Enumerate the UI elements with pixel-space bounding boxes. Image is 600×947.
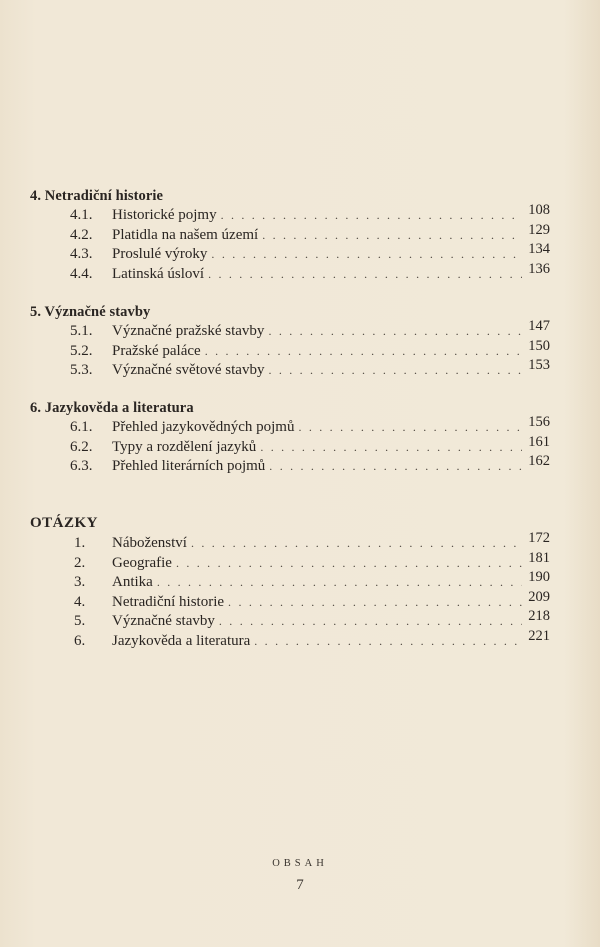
- entry-number: 4.3.: [70, 246, 93, 262]
- toc-section-5: [30, 302, 550, 381]
- toc-entry: [30, 433, 550, 458]
- entry-label: Latinská úsloví: [112, 265, 205, 282]
- entry-page: 134: [528, 241, 550, 257]
- dot-leader: [260, 438, 522, 458]
- entry-number: 4.2.: [70, 226, 93, 243]
- dot-leader: [176, 554, 522, 574]
- toc-entry: [30, 202, 550, 226]
- toc-entry: [30, 414, 550, 438]
- entry-label: Geografie: [112, 554, 172, 571]
- entry-page: 150: [528, 337, 550, 354]
- entry-page: 129: [528, 221, 550, 238]
- entry-number: 5.: [74, 613, 86, 629]
- section-title: 5. Význačné stavby: [30, 304, 151, 320]
- entry-label: Historické pojmy: [112, 207, 217, 223]
- entry-number: 4.1.: [70, 207, 93, 223]
- toc-entry: [30, 453, 550, 477]
- dot-leader: [254, 632, 522, 652]
- questions-title: OTÁZKY: [30, 515, 99, 531]
- entry-page: 181: [528, 549, 550, 566]
- dot-leader: [268, 361, 522, 381]
- toc-entry: [30, 337, 550, 362]
- dot-leader: [221, 206, 522, 226]
- entry-page: 161: [528, 433, 550, 450]
- toc-entry: [30, 627, 550, 652]
- entry-page: 218: [528, 608, 550, 624]
- toc-entry: [30, 318, 550, 342]
- entry-label: Přehled jazykovědných pojmů: [112, 419, 295, 435]
- entry-label: Platidla na našem území: [112, 226, 259, 243]
- entry-label: Proslulé výroky: [112, 246, 208, 262]
- entry-label: Jazykověda a literatura: [112, 632, 251, 649]
- toc-entry: [30, 549, 550, 574]
- entry-number: 6.: [74, 632, 86, 649]
- entry-page: 156: [528, 414, 550, 430]
- entry-label: Význačné světové stavby: [112, 362, 265, 378]
- dot-leader: [205, 342, 522, 362]
- toc-entry: [30, 530, 550, 554]
- page-number: 7: [296, 877, 304, 893]
- toc-entry: [30, 569, 550, 593]
- entry-number: 5.3.: [70, 362, 93, 378]
- running-footer-title: OBSAH: [272, 858, 328, 869]
- dot-leader: [208, 265, 522, 285]
- entry-number: 2.: [74, 554, 86, 571]
- entry-label: Význačné pražské stavby: [112, 323, 265, 339]
- entry-label: Typy a rozdělení jazyků: [112, 438, 257, 455]
- toc-entry: [30, 221, 550, 246]
- entry-label: Přehled literárních pojmů: [112, 458, 266, 474]
- entry-page: 153: [528, 357, 550, 373]
- dot-leader: [211, 245, 522, 265]
- toc-entry: [30, 241, 550, 265]
- entry-number: 5.2.: [70, 342, 93, 359]
- dot-leader: [228, 593, 522, 613]
- toc-entry: [30, 608, 550, 632]
- entry-number: 3.: [74, 574, 86, 590]
- toc-entry: [30, 260, 550, 285]
- entry-page: 147: [528, 318, 550, 334]
- toc-section-4: [30, 186, 550, 284]
- toc-entry: [30, 357, 550, 381]
- entry-number: 6.1.: [70, 419, 93, 435]
- section-title: 4. Netradiční historie: [30, 188, 164, 204]
- entry-label: Antika: [112, 574, 153, 590]
- entry-page: 190: [528, 569, 550, 585]
- entry-page: 209: [528, 588, 550, 605]
- entry-number: 6.3.: [70, 458, 93, 474]
- dot-leader: [191, 534, 522, 554]
- entry-number: 1.: [74, 535, 86, 551]
- entry-label: Význačné stavby: [112, 613, 215, 629]
- entry-label: Pražské paláce: [112, 342, 201, 359]
- toc-entry: [30, 588, 550, 613]
- dot-leader: [157, 573, 522, 593]
- entry-number: 5.1.: [70, 323, 93, 339]
- dot-leader: [298, 418, 522, 438]
- entry-number: 4.: [74, 593, 86, 610]
- toc-questions: [30, 512, 550, 651]
- entry-page: 162: [528, 453, 550, 469]
- entry-label: Náboženství: [112, 535, 187, 551]
- dot-leader: [262, 226, 522, 246]
- entry-label: Netradiční historie: [112, 593, 225, 610]
- entry-page: 108: [528, 202, 550, 218]
- entry-number: 6.2.: [70, 438, 93, 455]
- entry-page: 221: [528, 627, 550, 644]
- section-title: 6. Jazykověda a literatura: [30, 400, 194, 416]
- entry-number: 4.4.: [70, 265, 93, 282]
- dot-leader: [269, 457, 522, 477]
- dot-leader: [219, 612, 522, 632]
- toc-section-6: [30, 398, 550, 477]
- entry-page: 136: [528, 260, 550, 277]
- dot-leader: [268, 322, 522, 342]
- entry-page: 172: [528, 530, 550, 546]
